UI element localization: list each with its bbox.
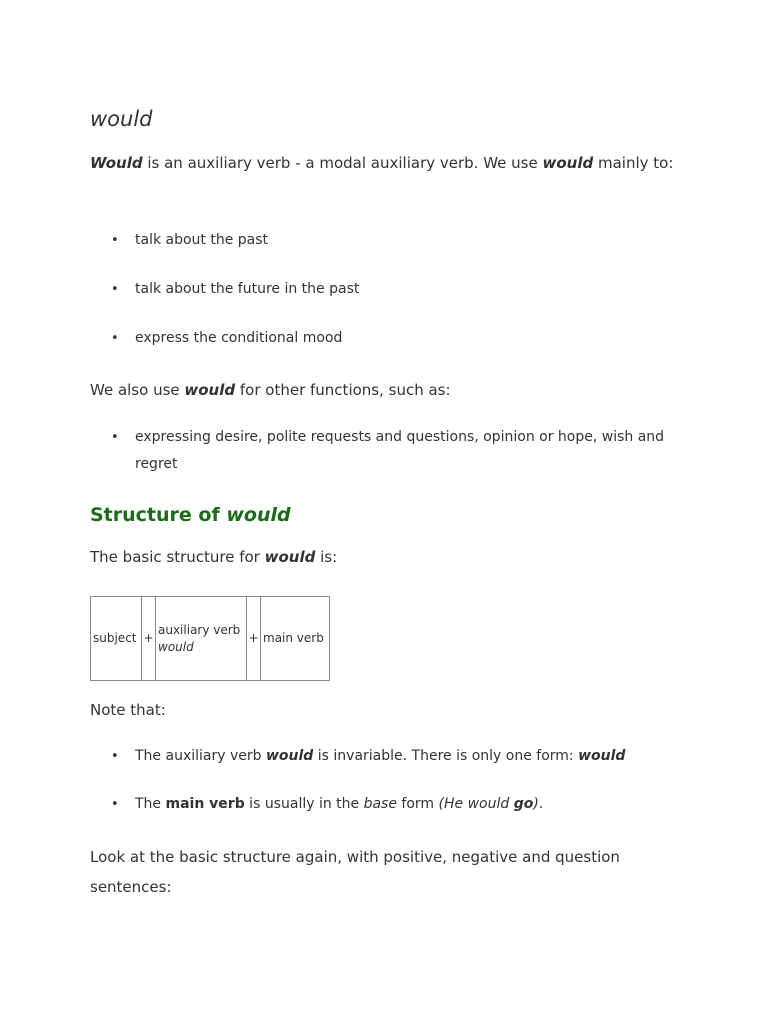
list-item: • talk about the past [90, 227, 680, 254]
other-text-2: for other functions, such as: [235, 381, 451, 399]
note-label: Note that: [90, 701, 166, 719]
intro-word: Would [90, 154, 143, 172]
note-text: form [396, 796, 439, 812]
table-cell-auxiliary [156, 597, 247, 681]
table-cell-subject: subject [91, 597, 142, 681]
other-uses-list [90, 424, 680, 478]
intro-paragraph [90, 148, 680, 178]
note-word: would [578, 748, 626, 764]
section-heading [90, 504, 291, 526]
list-item [90, 791, 680, 818]
aux-label: auxiliary verb [158, 622, 241, 637]
other-uses-paragraph [90, 375, 451, 405]
list-item: • talk about the future in the past [90, 276, 680, 303]
heading-text: Structure of [90, 504, 227, 526]
other-word: would [184, 381, 236, 399]
table-cell-plus: + [247, 597, 261, 681]
note-italic: base [363, 796, 397, 812]
note-example-close: ) [533, 796, 539, 812]
note-bold: main verb [165, 796, 245, 812]
table-cell-main-verb: main verb [261, 597, 330, 681]
heading-word: would [226, 504, 291, 526]
note-text: is invariable. There is only one form: [313, 748, 579, 764]
intro-word-2: would [542, 154, 594, 172]
other-text: We also use [90, 381, 185, 399]
notes-list [90, 743, 680, 818]
basic-structure-paragraph [90, 542, 337, 572]
list-item: • express the conditional mood [90, 325, 680, 352]
note-text: . [538, 796, 544, 812]
list-item: • expressing desire, polite requests and questions, opinion or hope, wish and regret [90, 424, 680, 478]
structure-table [90, 596, 330, 681]
note-example-verb: go [513, 796, 534, 812]
note-word: would [265, 748, 314, 764]
table-row [91, 597, 330, 681]
intro-text: is an auxiliary verb - a modal auxiliary verb. We use [142, 154, 543, 172]
note-text: The [135, 796, 166, 812]
basic-text: The basic structure for [90, 548, 265, 566]
basic-word: would [264, 548, 316, 566]
page-title: would [90, 107, 153, 131]
aux-word: would [158, 639, 194, 654]
uses-list [90, 227, 680, 352]
table-cell-plus: + [142, 597, 156, 681]
basic-text-2: is: [315, 548, 338, 566]
list-item [90, 743, 680, 770]
note-example: (He would [438, 796, 514, 812]
intro-text-2: mainly to: [593, 154, 674, 172]
note-text: is usually in the [244, 796, 364, 812]
note-text: The auxiliary verb [135, 748, 266, 764]
look-again-paragraph: Look at the basic structure again, with positive, negative and question sentences: [90, 848, 620, 896]
